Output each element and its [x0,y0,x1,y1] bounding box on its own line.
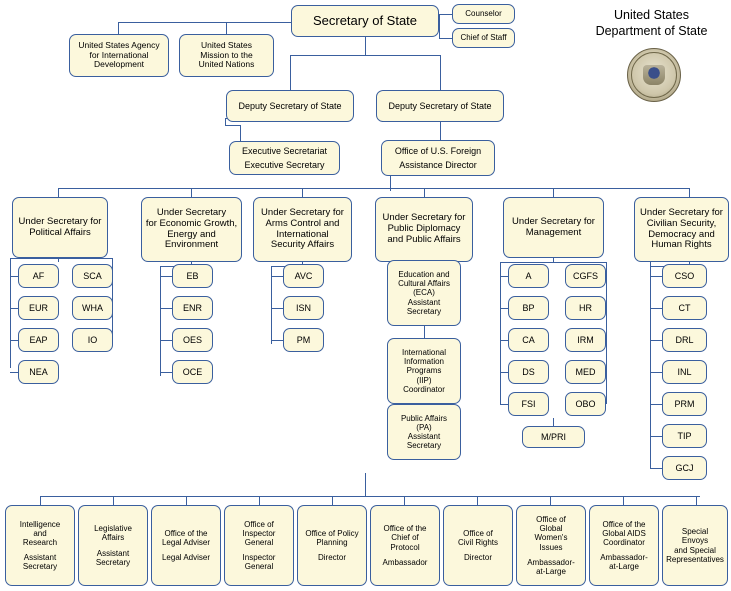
connector [10,258,58,259]
connector [240,125,241,141]
node-bureau-eur[interactable]: EUR [18,296,59,320]
node-under-secretary-political-affairs[interactable]: Under Secretary for Political Affairs [12,197,108,258]
node-bureau-isn[interactable]: ISN [283,296,324,320]
connector [40,496,41,505]
node-intelligence-and-research[interactable]: Intelligence and Research Assistant Secretary [5,505,75,586]
node-bureau-irm[interactable]: IRM [565,328,606,352]
node-office-global-aids-coordinator[interactable]: Office of the Global AIDS Coordinator Ambassador- at-Large [589,505,659,586]
connector [225,125,240,126]
connector [58,258,112,259]
connector [404,496,405,505]
node-under-secretary-management[interactable]: Under Secretary for Management [503,197,604,258]
node-bureau-avc[interactable]: AVC [283,264,324,288]
node-bureau-a[interactable]: A [508,264,549,288]
node-bureau-fsi[interactable]: FSI [508,392,549,416]
connector [500,262,501,404]
connector [290,55,440,56]
node-bureau-sca[interactable]: SCA [72,264,113,288]
connector [259,496,260,505]
node-bureau-eca[interactable]: Education and Cultural Affairs (ECA) Assistant Secretary [387,260,461,326]
connector [650,468,662,469]
node-office-global-womens-issues[interactable]: Office of Global Women's Issues Ambassador- at-Large [516,505,586,586]
page-title-line2: Department of State [595,23,708,38]
node-bureau-iip[interactable]: International Information Programs (IIP) Coordinator [387,338,461,404]
node-legislative-affairs[interactable]: Legislative Affairs Assistant Secretary [78,505,148,586]
connector [689,188,690,197]
connector [226,22,227,34]
node-deputy-secretary-right[interactable]: Deputy Secretary of State [376,90,504,122]
connector [40,496,700,497]
connector [424,188,425,197]
connector [290,55,291,90]
node-bureau-pa[interactable]: Public Affairs (PA) Assistant Secretary [387,404,461,460]
node-bureau-ca[interactable]: CA [508,328,549,352]
connector [332,496,333,505]
connector [58,188,689,189]
node-us-foreign-assistance-director[interactable]: Office of U.S. Foreign Assistance Director [381,140,495,176]
node-under-secretary-civilian-security[interactable]: Under Secretary for Civilian Security, Democracy and Human Rights [634,197,729,262]
connector [500,372,508,373]
node-bureau-oes[interactable]: OES [172,328,213,352]
node-bureau-wha[interactable]: WHA [72,296,113,320]
connector [225,118,226,125]
connector [650,340,662,341]
connector [650,308,662,309]
page-title-line1: United States [613,8,690,22]
node-executive-secretariat[interactable]: Executive Secretariat Executive Secretary [229,141,340,175]
node-us-mission-un[interactable]: United States Mission to the United Nations [179,34,274,77]
connector [650,404,662,405]
node-usaid[interactable]: United States Agency for International Development [69,34,169,77]
node-bureau-eb[interactable]: EB [172,264,213,288]
connector [553,262,606,263]
node-bureau-ds[interactable]: DS [508,360,549,384]
node-bureau-eap[interactable]: EAP [18,328,59,352]
node-office-inspector-general[interactable]: Office of Inspector General Inspector General [224,505,294,586]
seal-eagle [643,65,665,85]
node-office-policy-planning[interactable]: Office of Policy Planning Director [297,505,367,586]
node-under-secretary-economic-growth[interactable]: Under Secretary for Economic Growth, Energy and Environment [141,197,242,262]
node-special-envoys[interactable]: Special Envoys and Special Representatives [662,505,728,586]
connector [650,276,662,277]
connector [160,308,172,309]
connector [553,188,554,197]
node-counselor[interactable]: Counselor [452,4,515,24]
connector [160,372,172,373]
connector [160,276,172,277]
connector [650,372,662,373]
node-deputy-secretary-left[interactable]: Deputy Secretary of State [226,90,354,122]
node-bureau-prm[interactable]: PRM [662,392,707,416]
node-bureau-ct[interactable]: CT [662,296,707,320]
department-of-state-seal-icon [627,48,681,102]
connector [606,262,607,404]
connector [477,496,478,505]
node-bureau-gcj[interactable]: GCJ [662,456,707,480]
connector [365,473,366,496]
connector [439,14,440,38]
node-secretary-of-state[interactable]: Secretary of State [291,5,439,37]
connector [160,340,172,341]
connector [226,22,291,23]
node-bureau-tip[interactable]: TIP [662,424,707,448]
node-bureau-hr[interactable]: HR [565,296,606,320]
connector [500,404,508,405]
node-bureau-cso[interactable]: CSO [662,264,707,288]
connector [553,418,554,426]
node-bureau-drl[interactable]: DRL [662,328,707,352]
connector [113,496,114,505]
connector [500,276,508,277]
connector [650,262,651,468]
page-title [574,8,729,39]
connector [271,340,283,341]
connector [10,258,11,368]
node-bureau-cgfs[interactable]: CGFS [565,264,606,288]
connector [365,37,366,55]
connector [439,14,452,15]
connector [696,496,697,505]
connector [650,436,662,437]
connector [191,188,192,197]
node-office-chief-of-protocol[interactable]: Office of the Chief of Protocol Ambassador [370,505,440,586]
connector [424,326,425,338]
connector [118,22,119,34]
node-bureau-inl[interactable]: INL [662,360,707,384]
connector [302,188,303,197]
node-under-secretary-arms-control[interactable]: Under Secretary for Arms Control and International Security Affairs [253,197,352,262]
connector [271,308,283,309]
connector [271,266,272,344]
node-under-secretary-public-diplomacy[interactable]: Under Secretary for Public Diplomacy and Public Affairs [375,197,473,262]
node-office-civil-rights[interactable]: Office of Civil Rights Director [443,505,513,586]
node-bureau-med[interactable]: MED [565,360,606,384]
node-bureau-io[interactable]: IO [72,328,113,352]
connector [271,276,283,277]
node-chief-of-staff[interactable]: Chief of Staff [452,28,515,48]
connector [10,308,18,309]
connector [10,340,18,341]
node-bureau-bp[interactable]: BP [508,296,549,320]
node-bureau-af[interactable]: AF [18,264,59,288]
connector [623,496,624,505]
connector [550,496,551,505]
connector [10,276,18,277]
connector [58,188,59,197]
node-bureau-enr[interactable]: ENR [172,296,213,320]
connector [440,122,441,140]
connector [186,496,187,505]
connector [440,55,441,90]
connector [500,262,553,263]
node-office-legal-adviser[interactable]: Office of the Legal Adviser Legal Adviser [151,505,221,586]
connector [10,372,18,373]
connector [160,266,161,376]
node-bureau-obo[interactable]: OBO [565,392,606,416]
node-bureau-pm[interactable]: PM [283,328,324,352]
connector [439,38,452,39]
node-bureau-mpri[interactable]: M/PRI [522,426,585,448]
connector [500,308,508,309]
node-bureau-nea[interactable]: NEA [18,360,59,384]
connector [500,340,508,341]
node-bureau-oce[interactable]: OCE [172,360,213,384]
